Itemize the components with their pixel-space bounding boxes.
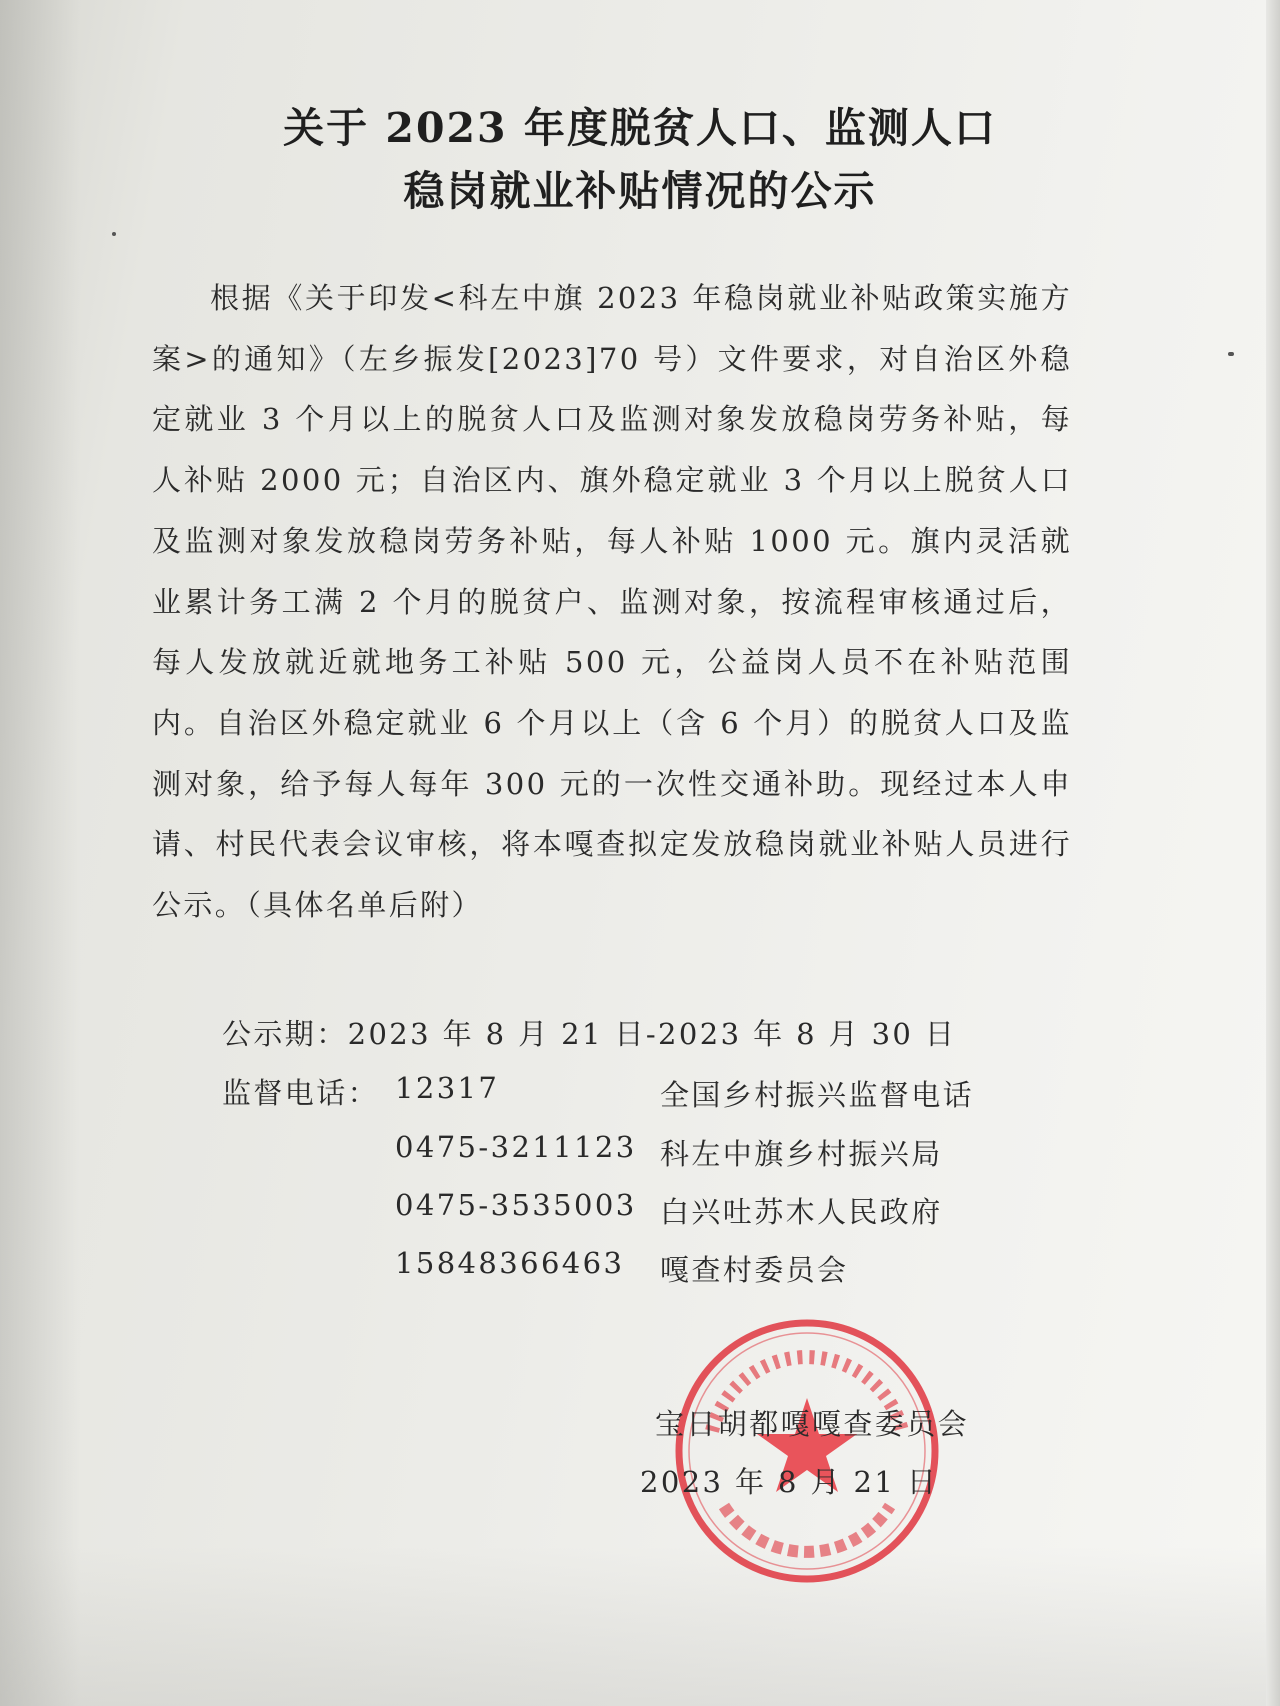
official-seal-stamp (672, 1316, 942, 1586)
supervision-phone-label: 监督电话： (222, 1076, 380, 1110)
seal-text-arc-bottom (724, 1506, 890, 1552)
document-title-line-1: 关于 2023 年度脱贫人口、监测人口 (283, 104, 997, 152)
contact-phone: 0475-3211123 (395, 1130, 637, 1164)
contact-phone: 15848366463 (395, 1246, 625, 1280)
issuer-signature: 宝日胡都嘎嘎查委员会 (655, 1407, 970, 1441)
paper-speck (1228, 352, 1234, 356)
contact-phone: 0475-3535003 (395, 1188, 637, 1222)
contact-phone: 12317 (395, 1071, 500, 1105)
paper-speck (112, 232, 116, 236)
contact-org: 白兴吐苏木人民政府 (660, 1195, 943, 1229)
contact-org: 嘎查村委员会 (660, 1253, 849, 1287)
issue-date: 2023 年 8 月 21 日 (640, 1465, 939, 1499)
contact-org: 科左中旗乡村振兴局 (660, 1137, 943, 1171)
paper-shadow-bottom (0, 1546, 1280, 1706)
paper-shadow-left (0, 0, 80, 1706)
document-title-line-2: 稳岗就业补贴情况的公示 (403, 167, 877, 215)
contact-org: 全国乡村振兴监督电话 (660, 1078, 975, 1112)
document-body-paragraph: 根据《关于印发<科左中旗 2023 年稳岗就业补贴政策实施方案>的通知》（左乡振发[2023]70 号）文件要求，对自治区外稳定就业 3 个月以上的脱贫人口及监测对象发放稳岗劳务补贴，每人补贴 2000 元；自治区内、旗外稳定就业 3 个月以上脱贫人口及监测对象发放稳岗劳务补贴，每人补贴 1000 元。旗内灵活就业累计务工满 2 个月的脱贫户、监测对象，按流程审核通过后，每人发放就近就地务工补贴 500 元，公益岗人员不在补贴范围内。自治区外稳定就业 6 个月以上（含 6 个月）的脱贫人口及监测对象，给予每人每年 300 元的一次性交通补助。现经过本人申请、村民代表会议审核，将本嘎查拟定发放稳岗就业补贴人员进行公示。（具体名单后附） (152, 281, 1072, 923)
publicity-period: 公示期：2023 年 8 月 21 日-2023 年 8 月 30 日 (222, 1017, 957, 1051)
paper-edge-right (1266, 0, 1280, 1706)
